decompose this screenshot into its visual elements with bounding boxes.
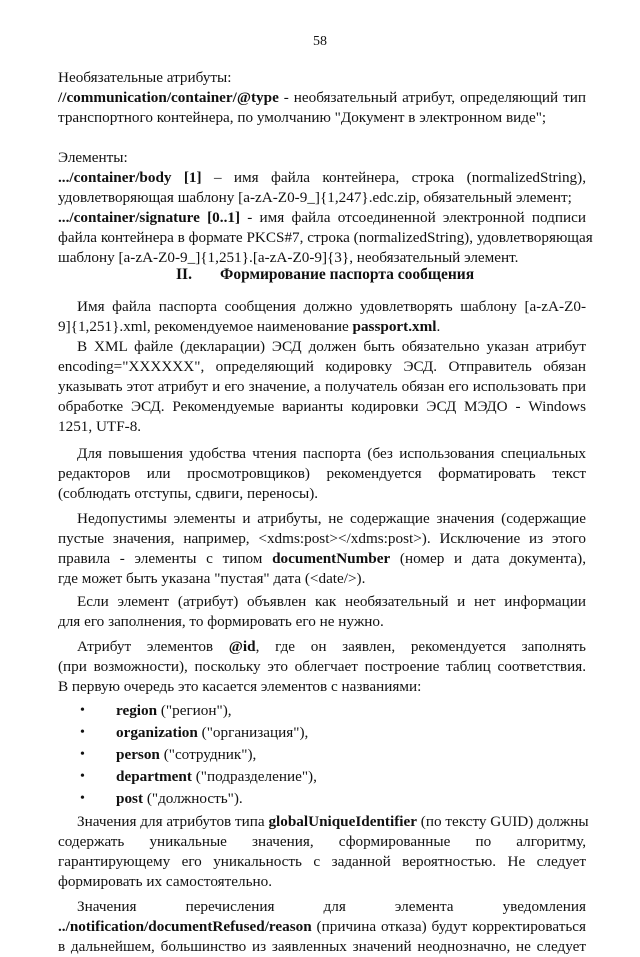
list-item [116,767,586,787]
p7-line-1-text: Значения для атрибутов типа [77,813,269,830]
p7-line-2: содержать уникальные значения, сформированные по алгоритму, [58,833,586,850]
type-attribute-line-2: транспортного контейнера, по умолчанию "Документ в электронном виде"; [58,109,547,126]
section-number: II. [176,266,192,283]
document-number-type: documentNumber [272,550,391,567]
list-item-name: person [116,746,160,763]
section-title: Формирование паспорта сообщения [220,266,475,283]
bullet-icon: • [80,747,85,762]
list-item [116,789,586,809]
body-element-cardinality: [1] [183,169,202,186]
list-item-name: post [116,790,144,807]
p4-line-3-end: (номер и дата документа), [390,550,587,567]
p2-line-5: 1251, UTF-8. [58,418,142,435]
list-item-desc: ("подразделение"), [191,768,317,785]
p4-line-3-text: правила - элементы с типом [58,550,273,567]
p4-line-1: Недопустимы элементы и атрибуты, не содержащие значения (содержащие [77,510,586,527]
p2-line-2: encoding="XXXXXX", определяющий кодировку ЭСД. Отправитель обязан [58,358,586,375]
list-item-name: region [116,702,158,719]
list-item-desc: ("должность"). [143,790,243,807]
signature-element-cardinality: [0..1] [207,209,241,226]
p6-line-2: (при возможности), поскольку это облегчает построение таблиц соответствия. [58,658,586,675]
list-item [116,745,586,765]
signature-element-desc-1: - имя файла отсоединенной электронной подписи [240,209,587,226]
body-element-line-2: удовлетворяющая шаблону [a-zA-Z0-9_]{1,247}.edc.zip, обязательный элемент; [58,189,572,206]
elements-title: Элементы: [58,149,128,166]
p8-line-2 [58,917,586,937]
p3-line-3: (соблюдать отступы, сдвиги, переносы). [58,485,319,502]
p8-line-1: Значения перечисления для элемента уведомления [77,898,586,915]
list-item-desc: ("организация"), [197,724,309,741]
p1-line-2 [58,317,586,337]
p5-line-1: Если элемент (атрибут) объявлен как необязательный и нет информации [77,593,586,610]
signature-element-line-1 [58,208,586,228]
p4-line-4: где может быть указана "пустая" дата (<date/>). [58,570,366,587]
p3-line-1: Для повышения удобства чтения паспорта (без использования специальных [77,445,586,462]
p7-line-4: формировать их самостоятельно. [58,873,273,890]
p2-line-1: В XML файле (декларации) ЭСД должен быть обязательно указан атрибут [77,338,586,355]
id-attribute: @id [228,638,256,655]
signature-element-line-2: файла контейнера в формате PKCS#7, строка (normalizedString), удовлетворяющая [58,229,593,246]
p5-line-2: для его заполнения, то формировать его не нужно. [58,613,384,630]
p7-line-3: гарантирующему его уникальность с заданной вероятностью. Не следует [58,853,586,870]
type-attribute-desc-1: - необязательный атрибут, определяющий тип [278,89,586,106]
body-element-path: .../container/body [58,169,172,186]
signature-element-line-3: шаблону [a-zA-Z0-9_]{1,251}.[a-zA-Z0-9]{3}, необязательный элемент. [58,249,519,266]
bullet-icon: • [80,769,85,784]
p3-line-2: редакторов или просмотровщиков) рекомендуется форматировать текст [58,465,586,482]
p8-line-2-end: (причина отказа) будут корректироваться [311,918,586,935]
p6-line-3: В первую очередь это касается элементов с названиями: [58,678,422,695]
type-attribute-path: //communication/container/@type [58,89,279,106]
body-element-desc-1: – имя файла контейнера, строка (normalizedString), [201,169,586,186]
refusal-reason-path: ../notification/documentRefused/reason [58,918,312,935]
p1-line-1: Имя файла паспорта сообщения должно удовлетворять шаблону [a-zA-Z0- [77,298,586,315]
p8-line-3: в дальнейшем, большинство из заявленных значений неоднозначно, не следует [58,938,586,955]
p6-line-1-text: Атрибут элементов [77,638,229,655]
bullet-icon: • [80,725,85,740]
signature-element-path: .../container/signature [58,209,200,226]
p4-line-2: пустые значения, например, <xdms:post></xdms:post>). Исключение из этого [58,530,586,547]
p4-line-3 [58,549,586,569]
p7-line-1 [77,812,589,832]
passport-filename: passport.xml [352,318,437,335]
p7-line-1-end: (по тексту GUID) должны [416,813,589,830]
bullet-icon: • [80,791,85,806]
p2-line-3: указывать этот атрибут и его значение, а получатель обязан его использовать при [58,378,586,395]
list-item-name: department [116,768,192,785]
bullet-icon: • [80,703,85,718]
p1-line-2-text: 9]{1,251}.xml, рекомендуемое наименование [58,318,353,335]
list-item-desc: ("регион"), [157,702,232,719]
p6-line-1-end: , где он заявлен, рекомендуется заполнять [255,638,586,655]
optional-attributes-title: Необязательные атрибуты: [58,69,232,86]
body-element-line-1 [58,168,586,188]
list-item [116,723,586,743]
guid-type: globalUniqueIdentifier [268,813,417,830]
p6-line-1 [77,637,586,657]
page-number: 58 [313,34,327,49]
type-attribute-line-1 [58,88,586,108]
list-item-name: organization [116,724,198,741]
list-item-desc: ("сотрудник"), [159,746,257,763]
p1-line-2-end: . [436,318,441,335]
list-item [116,701,586,721]
p2-line-4: обработке ЭСД. Рекомендуемые варианты кодировки ЭСД МЭДО - Windows [58,398,586,415]
